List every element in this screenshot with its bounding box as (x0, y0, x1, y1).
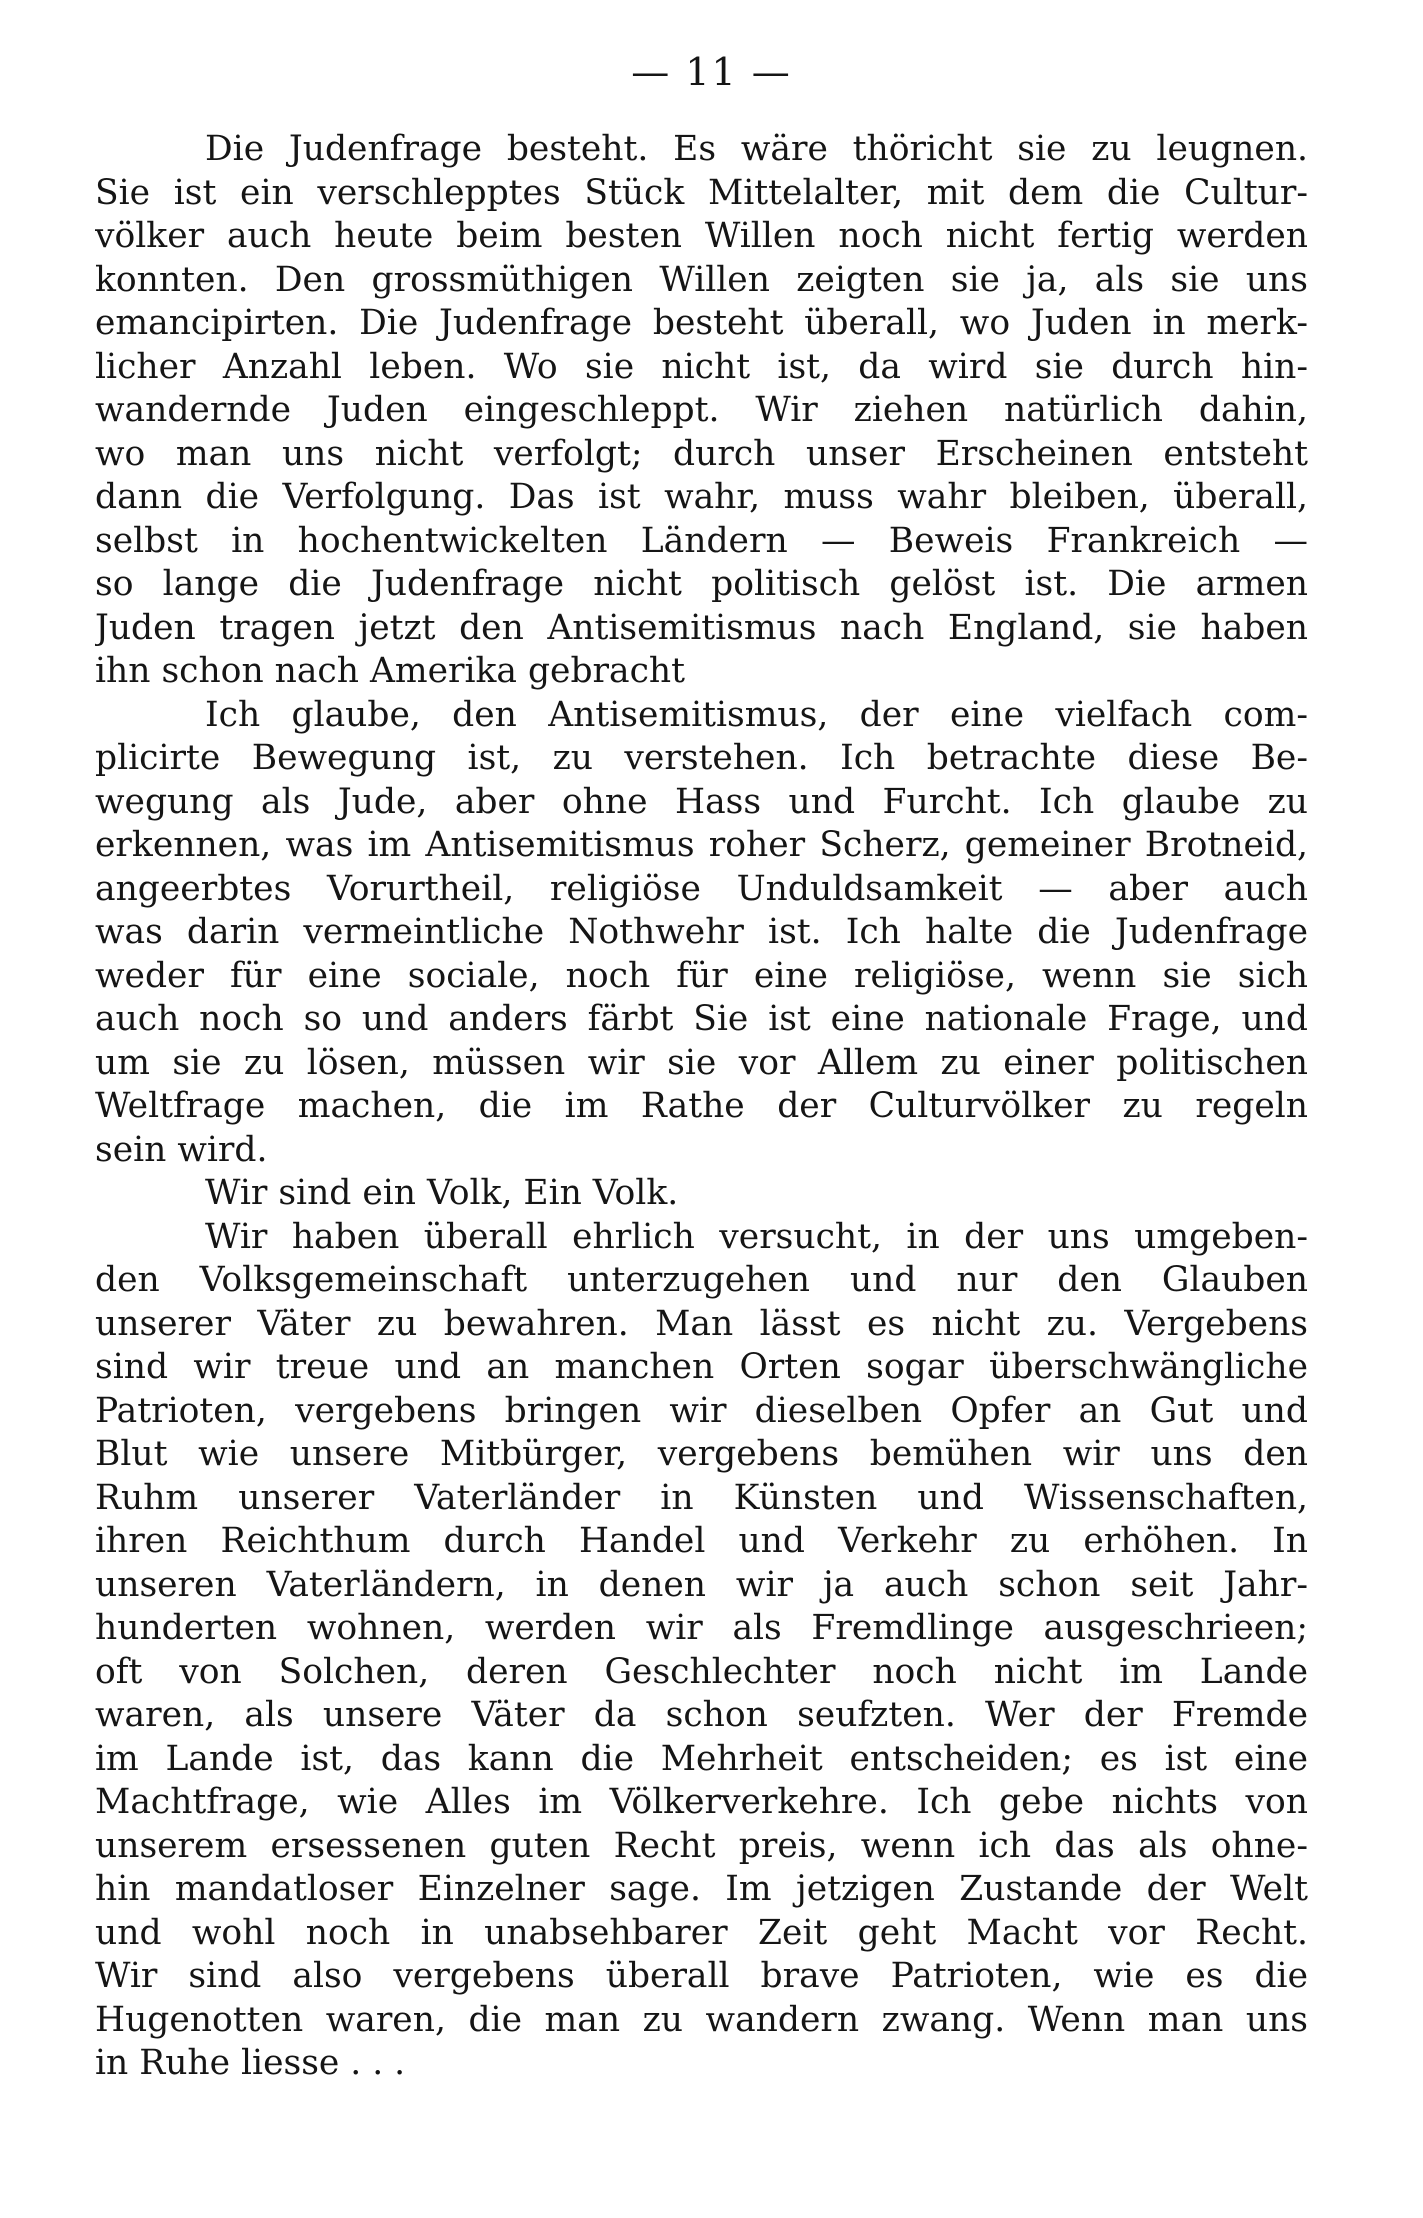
text-line: im Lande ist, das kann die Mehrheit entscheiden; es ist eine (95, 1738, 1308, 1779)
text-line: Ruhm unserer Vaterländer in Künsten und Wissenschaften, (95, 1477, 1308, 1518)
text-line: völker auch heute beim besten Willen noch nicht fertig werden (95, 216, 1308, 256)
text-line: sind wir treue und an manchen Orten sogar überschwängliche (95, 1347, 1308, 1387)
text-line: Machtfrage, wie Alles im Völkerverkehre. Ich gebe nichts von (95, 1782, 1308, 1822)
text-line: Die Judenfrage besteht. Es wäre thöricht sie zu leugnen. (205, 129, 1308, 169)
text-line: plicirte Bewegung ist, zu verstehen. Ich betrachte diese Be- (95, 738, 1308, 778)
text-line: Hugenotten waren, die man zu wandern zwang. Wenn man uns (95, 1999, 1308, 2040)
text-line: Juden tragen jetzt den Antisemitismus nach England, sie haben (95, 607, 1308, 648)
text-line: Weltfrage machen, die im Rathe der Culturvölker zu regeln (95, 1086, 1308, 1126)
text-line: waren, als unsere Väter da schon seufzten. Wer der Fremde (95, 1695, 1308, 1735)
text-line: unserem ersessenen guten Recht preis, wenn ich das als ohne- (95, 1825, 1308, 1866)
text-line: wegung als Jude, aber ohne Hass und Furcht. Ich glaube zu (95, 781, 1308, 822)
text-line: selbst in hochentwickelten Ländern — Beweis Frankreich — (95, 520, 1308, 561)
text-line: sein wird. (95, 1129, 268, 1170)
text-line: dann die Verfolgung. Das ist wahr, muss wahr bleiben, überall, (95, 477, 1308, 517)
body-text (95, 128, 1308, 2086)
text-line: weder für eine sociale, noch für eine religiöse, wenn sie sich (95, 955, 1308, 996)
text-line: Sie ist ein verschlepptes Stück Mittelalter, mit dem die Cultur- (95, 172, 1308, 213)
text-line: licher Anzahl leben. Wo sie nicht ist, da wird sie durch hin- (95, 346, 1308, 387)
text-line: Blut wie unsere Mitbürger, vergebens bemühen wir uns den (95, 1434, 1308, 1474)
text-line: Wir sind also vergebens überall brave Patrioten, wie es die (95, 1956, 1308, 1996)
text-line: in Ruhe liesse . . . (95, 2043, 406, 2083)
text-line: was darin vermeintliche Nothwehr ist. Ich halte die Judenfrage (95, 912, 1308, 952)
text-line: Wir haben überall ehrlich versucht, in der uns umgeben- (205, 1216, 1308, 1257)
text-line: erkennen, was im Antisemitismus roher Scherz, gemeiner Brotneid, (95, 825, 1308, 865)
text-line: so lange die Judenfrage nicht politisch gelöst ist. Die armen (95, 564, 1308, 604)
text-line: oft von Solchen, deren Geschlechter noch nicht im Lande (95, 1651, 1308, 1692)
page-number: — 11 — (631, 50, 792, 94)
text-line: hunderten wohnen, werden wir als Fremdlinge ausgeschrieen; (95, 1608, 1308, 1648)
text-line: wo man uns nicht verfolgt; durch unser Erscheinen entsteht (95, 433, 1308, 474)
text-line: unserer Väter zu bewahren. Man lässt es nicht zu. Vergebens (95, 1303, 1308, 1344)
text-line: ihren Reichthum durch Handel und Verkehr zu erhöhen. In (95, 1521, 1308, 1561)
text-line: den Volksgemeinschaft unterzugehen und nur den Glauben (95, 1260, 1308, 1300)
text-line: konnten. Den grossmüthigen Willen zeigten sie ja, als sie uns (95, 259, 1308, 300)
text-line: Wir sind ein Volk, Ein Volk. (205, 1173, 679, 1213)
text-line: auch noch so und anders färbt Sie ist eine nationale Frage, und (95, 999, 1308, 1039)
text-line: Patrioten, vergebens bringen wir dieselben Opfer an Gut und (95, 1390, 1308, 1431)
text-line: wandernde Juden eingeschleppt. Wir ziehen natürlich dahin, (95, 390, 1308, 430)
text-line: angeerbtes Vorurtheil, religiöse Unduldsamkeit — aber auch (95, 868, 1308, 909)
text-line: unseren Vaterländern, in denen wir ja auch schon seit Jahr- (95, 1564, 1308, 1605)
text-line: um sie zu lösen, müssen wir sie vor Allem zu einer politischen (95, 1042, 1308, 1083)
text-line: ihn schon nach Amerika gebracht (95, 651, 686, 691)
text-line: Ich glaube, den Antisemitismus, der eine vielfach com- (205, 694, 1308, 735)
text-line: emancipirten. Die Judenfrage besteht überall, wo Juden in merk- (95, 303, 1308, 343)
text-line: und wohl noch in unabsehbarer Zeit geht Macht vor Recht. (95, 1912, 1308, 1953)
text-line: hin mandatloser Einzelner sage. Im jetzigen Zustande der Welt (95, 1869, 1308, 1909)
